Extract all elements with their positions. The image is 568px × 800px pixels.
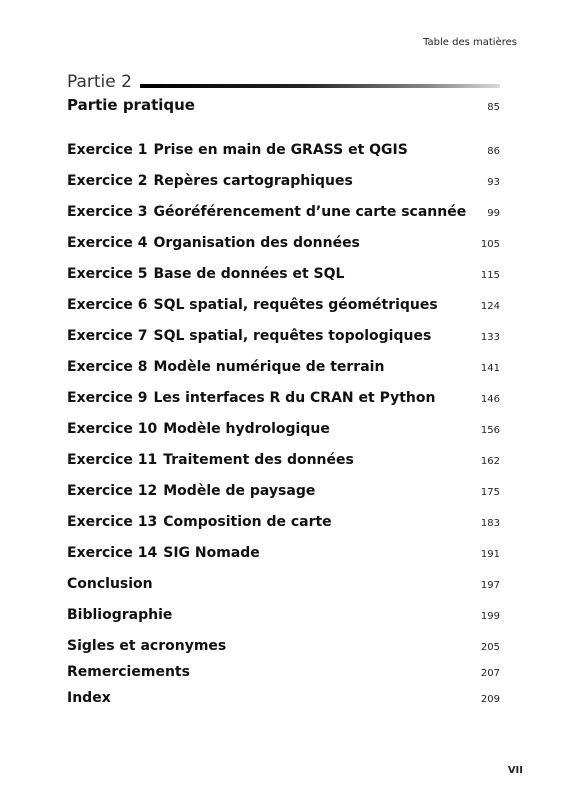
toc-entry-label (67, 664, 190, 680)
running-header: Table des matières (423, 37, 517, 48)
toc-entry-title: Sigles et acronymes (67, 638, 227, 654)
toc-entry (67, 483, 500, 503)
toc-entry (67, 359, 500, 379)
toc-entry-label (67, 173, 353, 189)
toc-entry-title: Traitement des données (163, 452, 354, 468)
toc-entry (67, 664, 500, 684)
toc-entry-number: Exercice 14 (67, 545, 158, 561)
part-title-row (67, 96, 500, 118)
toc-page-number: 99 (487, 208, 500, 219)
toc-entry-number: Exercice 3 (67, 204, 148, 220)
toc-entry-title: Index (67, 690, 111, 706)
toc-entry (67, 173, 500, 193)
toc-entry-label (67, 297, 438, 313)
toc-page-number: 124 (480, 301, 500, 312)
part-heading (67, 69, 500, 95)
toc-entry (67, 266, 500, 286)
toc-entry-number: Exercice 13 (67, 514, 158, 530)
toc-entry-title: Bibliographie (67, 607, 173, 623)
toc-entry-number: Exercice 8 (67, 359, 148, 375)
page-folio: VII (507, 765, 523, 776)
part-title: Partie pratique (67, 96, 195, 114)
part-label: Partie 2 (67, 72, 132, 92)
toc-page-number: 133 (480, 332, 500, 343)
toc-entry-label (67, 235, 360, 251)
toc-entry-title: Remerciements (67, 664, 190, 680)
toc-entry-label (67, 607, 172, 623)
toc-page-number: 146 (480, 394, 500, 405)
toc-page-number: 175 (480, 487, 500, 498)
toc-entry-title: Organisation des données (153, 235, 360, 251)
toc-entry-title: Prise en main de GRASS et QGIS (153, 142, 408, 158)
part-page-number: 85 (487, 102, 500, 113)
toc-entry (67, 452, 500, 472)
toc-entry-number: Exercice 10 (67, 421, 158, 437)
toc-entry (67, 328, 500, 348)
toc-entry-title: Conclusion (67, 576, 153, 592)
toc-entry-label (67, 545, 260, 561)
part-rule (140, 84, 500, 88)
toc-entry-number: Exercice 9 (67, 390, 148, 406)
toc-page-number: 205 (480, 642, 500, 653)
toc-entry (67, 607, 500, 627)
toc-entry-title: Modèle numérique de terrain (153, 359, 385, 375)
toc-page-number: 183 (480, 518, 500, 529)
toc-entry (67, 545, 500, 565)
toc-entry-number: Exercice 12 (67, 483, 158, 499)
toc-entry-label (67, 690, 111, 706)
toc-page-number: 197 (480, 580, 500, 591)
toc-entry-number: Exercice 11 (67, 452, 158, 468)
toc-page-number: 199 (480, 611, 500, 622)
toc-entry-label (67, 390, 435, 406)
toc-page-number: 209 (480, 694, 500, 705)
toc-entry-title: SQL spatial, requêtes topologiques (153, 328, 432, 344)
toc-entry (67, 297, 500, 317)
toc-entry-number: Exercice 6 (67, 297, 148, 313)
toc-entry-label (67, 359, 384, 375)
toc-entry-number: Exercice 2 (67, 173, 148, 189)
toc-entry-label (67, 142, 408, 158)
toc-entry (67, 514, 500, 534)
toc-entry-label (67, 328, 431, 344)
toc-entry (67, 576, 500, 596)
toc-entry-title: Les interfaces R du CRAN et Python (153, 390, 436, 406)
toc-entry-label (67, 452, 354, 468)
toc-entry (67, 421, 500, 441)
toc-entry-label (67, 514, 332, 530)
toc-entry (67, 690, 500, 710)
toc-entry-number: Exercice 7 (67, 328, 148, 344)
toc-entry-number: Exercice 1 (67, 142, 148, 158)
toc-page-number: 156 (480, 425, 500, 436)
toc-entry-label (67, 638, 226, 654)
toc-entry-number: Exercice 5 (67, 266, 148, 282)
toc-entry-title: SQL spatial, requêtes géométriques (153, 297, 438, 313)
toc-entry (67, 235, 500, 255)
toc-page-number: 191 (480, 549, 500, 560)
toc-entry-title: Géoréférencement d’une carte scannée (153, 204, 467, 220)
toc-page-number: 93 (487, 177, 500, 188)
toc-entry-label (67, 204, 466, 220)
toc-entry-title: Composition de carte (163, 514, 332, 530)
toc-entry-title: Modèle de paysage (163, 483, 316, 499)
toc-entry-label (67, 576, 153, 592)
toc-entry-number: Exercice 4 (67, 235, 148, 251)
toc-page-number: 105 (480, 239, 500, 250)
toc-entry (67, 638, 500, 658)
toc-page-number: 115 (480, 270, 500, 281)
toc-page-number: 207 (480, 668, 500, 679)
toc-entry (67, 390, 500, 410)
toc-entry (67, 204, 500, 224)
toc-page-number: 162 (480, 456, 500, 467)
toc-entry-label (67, 421, 330, 437)
toc-page-number: 141 (480, 363, 500, 374)
toc-entry-label (67, 266, 344, 282)
toc-entry-title: SIG Nomade (163, 545, 260, 561)
toc-page-number: 86 (487, 146, 500, 157)
toc-entry-title: Modèle hydrologique (163, 421, 330, 437)
toc-entry-label (67, 483, 315, 499)
toc-entry-title: Repères cartographiques (153, 173, 353, 189)
toc-entry-title: Base de données et SQL (153, 266, 345, 282)
toc-entry (67, 142, 500, 162)
